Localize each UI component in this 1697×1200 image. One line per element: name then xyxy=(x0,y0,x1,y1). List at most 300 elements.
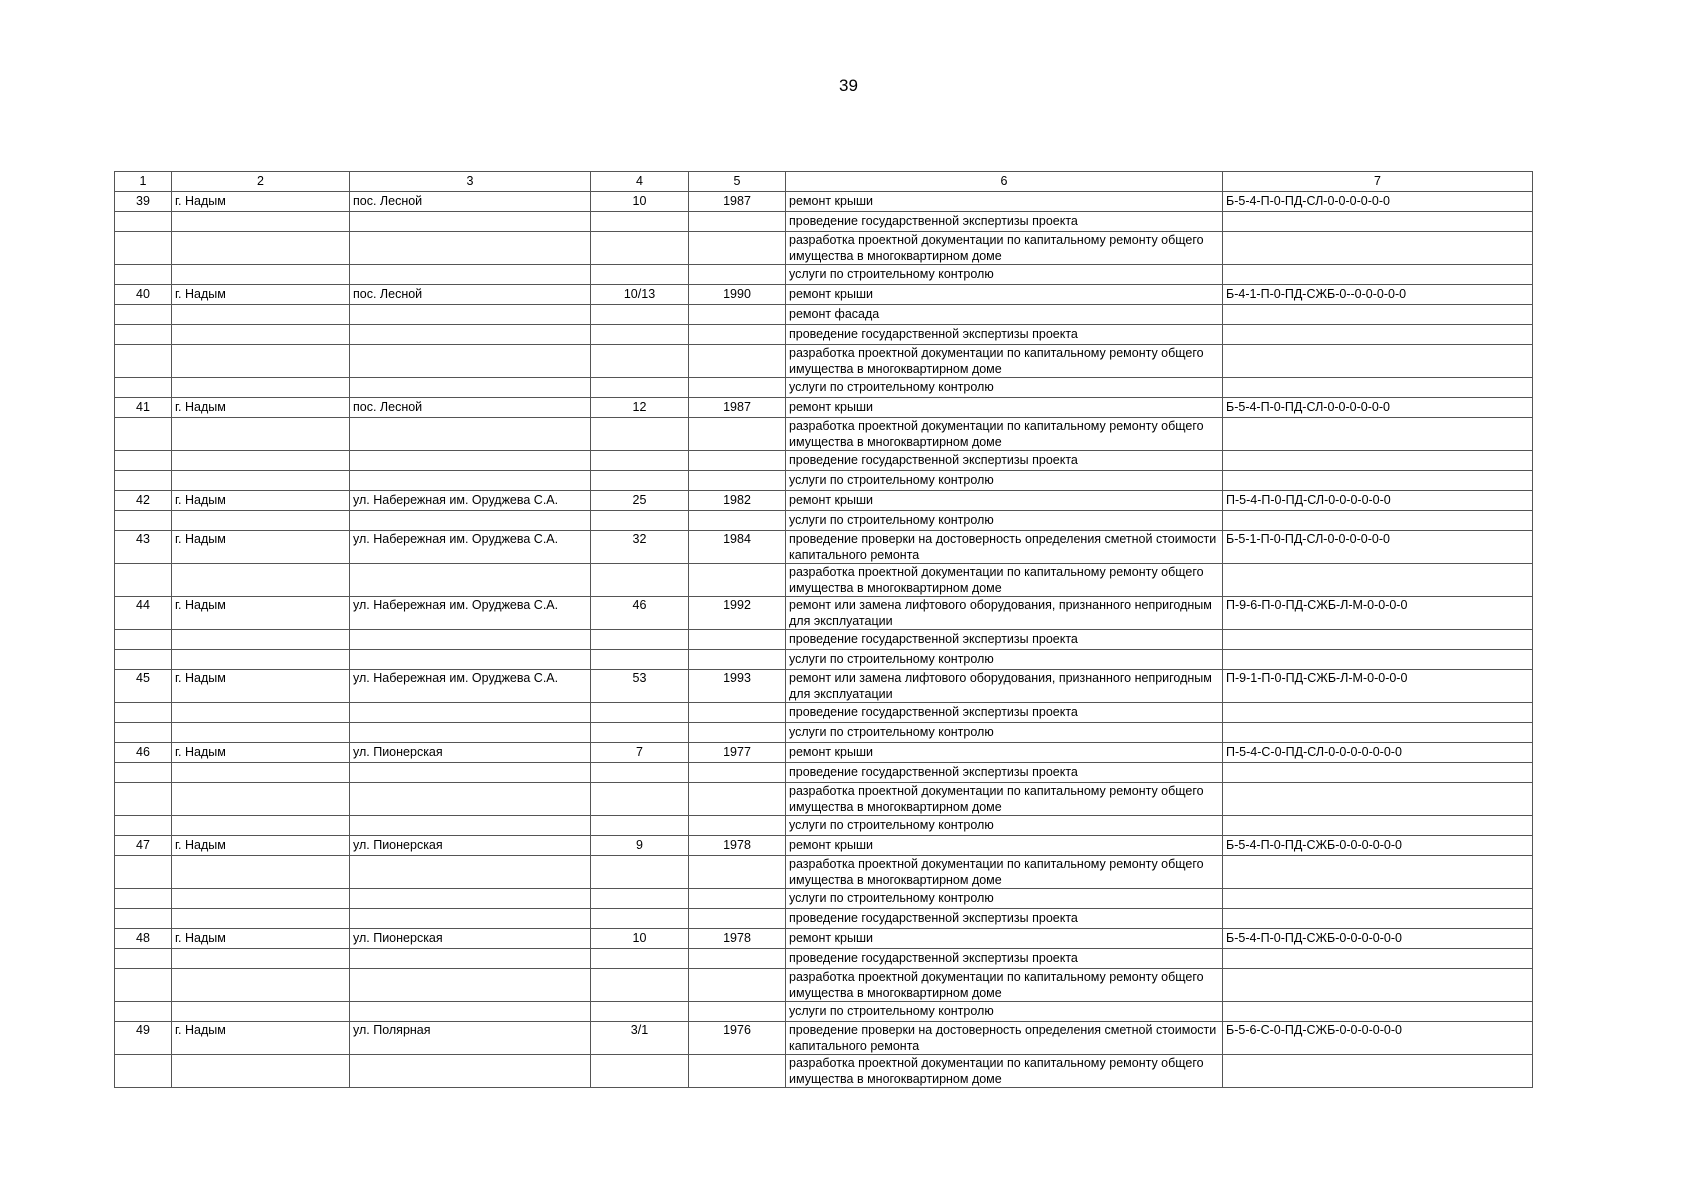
house-number-cell xyxy=(591,949,689,969)
work-type-cell: разработка проектной документации по капитальному ремонту общего имущества в многоквартирном доме xyxy=(786,564,1223,597)
street-cell: ул. Набережная им. Оруджева С.А. xyxy=(350,597,591,630)
street-cell xyxy=(350,418,591,451)
table-row xyxy=(115,305,1533,325)
house-number-cell xyxy=(591,1055,689,1088)
table-row xyxy=(115,212,1533,232)
building-code-cell xyxy=(1223,816,1533,836)
street-cell xyxy=(350,889,591,909)
row-number-cell xyxy=(115,325,172,345)
table-row xyxy=(115,531,1533,564)
row-number-cell xyxy=(115,909,172,929)
city-cell xyxy=(172,265,350,285)
work-type-cell: проведение проверки на достоверность определения сметной стоимости капитального ремонта xyxy=(786,531,1223,564)
house-number-cell: 7 xyxy=(591,743,689,763)
work-type-cell: ремонт крыши xyxy=(786,491,1223,511)
building-code-cell xyxy=(1223,763,1533,783)
column-header: 3 xyxy=(350,172,591,192)
city-cell: г. Надым xyxy=(172,836,350,856)
table-row xyxy=(115,949,1533,969)
year-cell xyxy=(689,212,786,232)
table-row xyxy=(115,491,1533,511)
year-cell xyxy=(689,630,786,650)
street-cell xyxy=(350,1002,591,1022)
building-code-cell: Б-5-1-П-0-ПД-СЛ-0-0-0-0-0-0 xyxy=(1223,531,1533,564)
table-row xyxy=(115,564,1533,597)
year-cell: 1977 xyxy=(689,743,786,763)
row-number-cell: 41 xyxy=(115,398,172,418)
table-row xyxy=(115,889,1533,909)
table-row xyxy=(115,1022,1533,1055)
row-number-cell: 45 xyxy=(115,670,172,703)
street-cell xyxy=(350,630,591,650)
row-number-cell xyxy=(115,969,172,1002)
street-cell: ул. Пионерская xyxy=(350,743,591,763)
building-code-cell xyxy=(1223,451,1533,471)
row-number-cell xyxy=(115,763,172,783)
row-number-cell xyxy=(115,650,172,670)
work-type-cell: услуги по строительному контролю xyxy=(786,511,1223,531)
work-type-cell: проведение государственной экспертизы проекта xyxy=(786,909,1223,929)
year-cell xyxy=(689,418,786,451)
year-cell xyxy=(689,325,786,345)
street-cell xyxy=(350,212,591,232)
city-cell xyxy=(172,949,350,969)
repair-plan-table xyxy=(114,171,1533,1088)
building-code-cell: Б-5-4-П-0-ПД-СЖБ-0-0-0-0-0-0 xyxy=(1223,929,1533,949)
building-code-cell xyxy=(1223,345,1533,378)
row-number-cell xyxy=(115,451,172,471)
city-cell xyxy=(172,783,350,816)
row-number-cell: 47 xyxy=(115,836,172,856)
house-number-cell xyxy=(591,265,689,285)
city-cell xyxy=(172,650,350,670)
work-type-cell: ремонт крыши xyxy=(786,285,1223,305)
table-row xyxy=(115,763,1533,783)
work-type-cell: проведение государственной экспертизы проекта xyxy=(786,325,1223,345)
year-cell xyxy=(689,265,786,285)
house-number-cell xyxy=(591,856,689,889)
building-code-cell xyxy=(1223,969,1533,1002)
table-row xyxy=(115,451,1533,471)
building-code-cell xyxy=(1223,909,1533,929)
building-code-cell xyxy=(1223,511,1533,531)
year-cell xyxy=(689,909,786,929)
building-code-cell: П-9-6-П-0-ПД-СЖБ-Л-М-0-0-0-0 xyxy=(1223,597,1533,630)
table-row xyxy=(115,345,1533,378)
row-number-cell xyxy=(115,345,172,378)
building-code-cell xyxy=(1223,949,1533,969)
street-cell xyxy=(350,783,591,816)
house-number-cell xyxy=(591,650,689,670)
street-cell xyxy=(350,949,591,969)
column-header: 7 xyxy=(1223,172,1533,192)
work-type-cell: разработка проектной документации по капитальному ремонту общего имущества в многоквартирном доме xyxy=(786,418,1223,451)
table-row xyxy=(115,285,1533,305)
street-cell xyxy=(350,345,591,378)
house-number-cell: 12 xyxy=(591,398,689,418)
house-number-cell: 32 xyxy=(591,531,689,564)
work-type-cell: проведение проверки на достоверность определения сметной стоимости капитального ремонта xyxy=(786,1022,1223,1055)
building-code-cell: Б-5-4-П-0-ПД-СЖБ-0-0-0-0-0-0 xyxy=(1223,836,1533,856)
row-number-cell: 43 xyxy=(115,531,172,564)
house-number-cell xyxy=(591,969,689,1002)
street-cell: пос. Лесной xyxy=(350,285,591,305)
building-code-cell xyxy=(1223,265,1533,285)
row-number-cell xyxy=(115,511,172,531)
city-cell xyxy=(172,856,350,889)
street-cell xyxy=(350,723,591,743)
house-number-cell xyxy=(591,305,689,325)
house-number-cell xyxy=(591,345,689,378)
building-code-cell: П-5-4-П-0-ПД-СЛ-0-0-0-0-0-0 xyxy=(1223,491,1533,511)
column-header: 2 xyxy=(172,172,350,192)
street-cell xyxy=(350,471,591,491)
house-number-cell xyxy=(591,763,689,783)
city-cell xyxy=(172,1055,350,1088)
street-cell xyxy=(350,511,591,531)
building-code-cell: П-5-4-С-0-ПД-СЛ-0-0-0-0-0-0-0 xyxy=(1223,743,1533,763)
house-number-cell xyxy=(591,889,689,909)
year-cell xyxy=(689,763,786,783)
row-number-cell: 40 xyxy=(115,285,172,305)
house-number-cell xyxy=(591,816,689,836)
work-type-cell: услуги по строительному контролю xyxy=(786,650,1223,670)
city-cell xyxy=(172,378,350,398)
row-number-cell: 44 xyxy=(115,597,172,630)
city-cell xyxy=(172,305,350,325)
street-cell xyxy=(350,969,591,1002)
table-row xyxy=(115,418,1533,451)
row-number-cell xyxy=(115,889,172,909)
city-cell xyxy=(172,325,350,345)
city-cell xyxy=(172,232,350,265)
work-type-cell: услуги по строительному контролю xyxy=(786,816,1223,836)
year-cell xyxy=(689,889,786,909)
row-number-cell xyxy=(115,564,172,597)
work-type-cell: ремонт фасада xyxy=(786,305,1223,325)
row-number-cell xyxy=(115,1002,172,1022)
city-cell: г. Надым xyxy=(172,398,350,418)
building-code-cell xyxy=(1223,305,1533,325)
city-cell: г. Надым xyxy=(172,929,350,949)
table-row xyxy=(115,856,1533,889)
year-cell xyxy=(689,703,786,723)
table-row xyxy=(115,1055,1533,1088)
year-cell xyxy=(689,305,786,325)
table-row xyxy=(115,630,1533,650)
street-cell xyxy=(350,232,591,265)
building-code-cell xyxy=(1223,418,1533,451)
row-number-cell xyxy=(115,418,172,451)
city-cell xyxy=(172,511,350,531)
year-cell: 1976 xyxy=(689,1022,786,1055)
house-number-cell xyxy=(591,451,689,471)
house-number-cell: 25 xyxy=(591,491,689,511)
table-row xyxy=(115,192,1533,212)
street-cell xyxy=(350,305,591,325)
work-type-cell: разработка проектной документации по капитальному ремонту общего имущества в многоквартирном доме xyxy=(786,232,1223,265)
house-number-cell: 10 xyxy=(591,192,689,212)
year-cell: 1987 xyxy=(689,398,786,418)
city-cell xyxy=(172,723,350,743)
building-code-cell xyxy=(1223,471,1533,491)
city-cell: г. Надым xyxy=(172,491,350,511)
table-row xyxy=(115,816,1533,836)
row-number-cell: 39 xyxy=(115,192,172,212)
work-type-cell: ремонт крыши xyxy=(786,398,1223,418)
street-cell xyxy=(350,325,591,345)
building-code-cell xyxy=(1223,856,1533,889)
building-code-cell xyxy=(1223,630,1533,650)
work-type-cell: услуги по строительному контролю xyxy=(786,471,1223,491)
building-code-cell xyxy=(1223,1055,1533,1088)
city-cell: г. Надым xyxy=(172,285,350,305)
row-number-cell xyxy=(115,265,172,285)
table-row xyxy=(115,325,1533,345)
work-type-cell: ремонт крыши xyxy=(786,743,1223,763)
street-cell: пос. Лесной xyxy=(350,192,591,212)
work-type-cell: разработка проектной документации по капитальному ремонту общего имущества в многоквартирном доме xyxy=(786,1055,1223,1088)
city-cell xyxy=(172,564,350,597)
building-code-cell xyxy=(1223,378,1533,398)
work-type-cell: проведение государственной экспертизы проекта xyxy=(786,703,1223,723)
year-cell xyxy=(689,816,786,836)
year-cell xyxy=(689,345,786,378)
work-type-cell: ремонт или замена лифтового оборудования, признанного непригодным для эксплуатации xyxy=(786,597,1223,630)
city-cell xyxy=(172,969,350,1002)
row-number-cell xyxy=(115,232,172,265)
table-row xyxy=(115,670,1533,703)
column-header: 1 xyxy=(115,172,172,192)
house-number-cell xyxy=(591,418,689,451)
house-number-cell: 9 xyxy=(591,836,689,856)
work-type-cell: разработка проектной документации по капитальному ремонту общего имущества в многоквартирном доме xyxy=(786,969,1223,1002)
work-type-cell: услуги по строительному контролю xyxy=(786,889,1223,909)
year-cell xyxy=(689,471,786,491)
city-cell: г. Надым xyxy=(172,531,350,564)
row-number-cell: 42 xyxy=(115,491,172,511)
house-number-cell: 53 xyxy=(591,670,689,703)
house-number-cell xyxy=(591,471,689,491)
house-number-cell: 10/13 xyxy=(591,285,689,305)
city-cell: г. Надым xyxy=(172,743,350,763)
row-number-cell xyxy=(115,949,172,969)
street-cell xyxy=(350,1055,591,1088)
table-row xyxy=(115,836,1533,856)
building-code-cell: Б-5-4-П-0-ПД-СЛ-0-0-0-0-0-0 xyxy=(1223,398,1533,418)
row-number-cell xyxy=(115,723,172,743)
work-type-cell: проведение государственной экспертизы проекта xyxy=(786,949,1223,969)
city-cell xyxy=(172,418,350,451)
year-cell: 1990 xyxy=(689,285,786,305)
city-cell xyxy=(172,451,350,471)
city-cell xyxy=(172,909,350,929)
table-row xyxy=(115,783,1533,816)
year-cell: 1992 xyxy=(689,597,786,630)
year-cell xyxy=(689,969,786,1002)
year-cell xyxy=(689,856,786,889)
house-number-cell: 46 xyxy=(591,597,689,630)
city-cell xyxy=(172,630,350,650)
city-cell: г. Надым xyxy=(172,1022,350,1055)
street-cell xyxy=(350,909,591,929)
street-cell xyxy=(350,650,591,670)
table-row xyxy=(115,511,1533,531)
year-cell xyxy=(689,564,786,597)
work-type-cell: ремонт крыши xyxy=(786,192,1223,212)
street-cell xyxy=(350,265,591,285)
building-code-cell: Б-5-4-П-0-ПД-СЛ-0-0-0-0-0-0 xyxy=(1223,192,1533,212)
row-number-cell: 48 xyxy=(115,929,172,949)
table-row xyxy=(115,743,1533,763)
work-type-cell: ремонт крыши xyxy=(786,929,1223,949)
work-type-cell: разработка проектной документации по капитальному ремонту общего имущества в многоквартирном доме xyxy=(786,856,1223,889)
row-number-cell xyxy=(115,783,172,816)
street-cell: пос. Лесной xyxy=(350,398,591,418)
street-cell xyxy=(350,816,591,836)
year-cell: 1978 xyxy=(689,929,786,949)
year-cell: 1982 xyxy=(689,491,786,511)
street-cell xyxy=(350,378,591,398)
street-cell: ул. Пионерская xyxy=(350,929,591,949)
work-type-cell: услуги по строительному контролю xyxy=(786,1002,1223,1022)
row-number-cell: 49 xyxy=(115,1022,172,1055)
city-cell: г. Надым xyxy=(172,192,350,212)
column-header: 4 xyxy=(591,172,689,192)
house-number-cell xyxy=(591,909,689,929)
building-code-cell: Б-4-1-П-0-ПД-СЖБ-0--0-0-0-0-0 xyxy=(1223,285,1533,305)
city-cell xyxy=(172,763,350,783)
city-cell xyxy=(172,212,350,232)
city-cell xyxy=(172,703,350,723)
work-type-cell: ремонт крыши xyxy=(786,836,1223,856)
work-type-cell: проведение государственной экспертизы проекта xyxy=(786,630,1223,650)
house-number-cell xyxy=(591,703,689,723)
house-number-cell xyxy=(591,212,689,232)
house-number-cell xyxy=(591,325,689,345)
work-type-cell: проведение государственной экспертизы проекта xyxy=(786,451,1223,471)
work-type-cell: услуги по строительному контролю xyxy=(786,378,1223,398)
building-code-cell: П-9-1-П-0-ПД-СЖБ-Л-М-0-0-0-0 xyxy=(1223,670,1533,703)
city-cell xyxy=(172,345,350,378)
year-cell xyxy=(689,232,786,265)
table-row xyxy=(115,650,1533,670)
city-cell xyxy=(172,471,350,491)
city-cell: г. Надым xyxy=(172,597,350,630)
house-number-cell xyxy=(591,723,689,743)
building-code-cell xyxy=(1223,1002,1533,1022)
building-code-cell xyxy=(1223,783,1533,816)
building-code-cell xyxy=(1223,325,1533,345)
year-cell xyxy=(689,378,786,398)
row-number-cell xyxy=(115,816,172,836)
year-cell xyxy=(689,1055,786,1088)
house-number-cell xyxy=(591,232,689,265)
building-code-cell xyxy=(1223,564,1533,597)
street-cell xyxy=(350,703,591,723)
column-header: 6 xyxy=(786,172,1223,192)
page-number: 39 xyxy=(839,76,858,95)
year-cell xyxy=(689,511,786,531)
house-number-cell xyxy=(591,783,689,816)
column-header: 5 xyxy=(689,172,786,192)
house-number-cell: 10 xyxy=(591,929,689,949)
building-code-cell: Б-5-6-С-0-ПД-СЖБ-0-0-0-0-0-0 xyxy=(1223,1022,1533,1055)
street-cell xyxy=(350,564,591,597)
table-row xyxy=(115,929,1533,949)
street-cell: ул. Полярная xyxy=(350,1022,591,1055)
table-row xyxy=(115,265,1533,285)
building-code-cell xyxy=(1223,889,1533,909)
building-code-cell xyxy=(1223,703,1533,723)
row-number-cell xyxy=(115,1055,172,1088)
city-cell xyxy=(172,816,350,836)
row-number-cell xyxy=(115,378,172,398)
work-type-cell: ремонт или замена лифтового оборудования, признанного непригодным для эксплуатации xyxy=(786,670,1223,703)
work-type-cell: разработка проектной документации по капитальному ремонту общего имущества в многоквартирном доме xyxy=(786,345,1223,378)
row-number-cell xyxy=(115,305,172,325)
year-cell xyxy=(689,1002,786,1022)
table-row xyxy=(115,378,1533,398)
row-number-cell xyxy=(115,212,172,232)
building-code-cell xyxy=(1223,232,1533,265)
house-number-cell xyxy=(591,1002,689,1022)
work-type-cell: разработка проектной документации по капитальному ремонту общего имущества в многоквартирном доме xyxy=(786,783,1223,816)
work-type-cell: проведение государственной экспертизы проекта xyxy=(786,212,1223,232)
table-row xyxy=(115,597,1533,630)
year-cell: 1993 xyxy=(689,670,786,703)
work-type-cell: проведение государственной экспертизы проекта xyxy=(786,763,1223,783)
building-code-cell xyxy=(1223,650,1533,670)
table-row xyxy=(115,723,1533,743)
street-cell: ул. Набережная им. Оруджева С.А. xyxy=(350,531,591,564)
year-cell xyxy=(689,451,786,471)
table-body xyxy=(115,192,1533,1088)
house-number-cell: 3/1 xyxy=(591,1022,689,1055)
street-cell xyxy=(350,763,591,783)
year-cell: 1984 xyxy=(689,531,786,564)
building-code-cell xyxy=(1223,212,1533,232)
year-cell xyxy=(689,650,786,670)
house-number-cell xyxy=(591,511,689,531)
street-cell xyxy=(350,451,591,471)
house-number-cell xyxy=(591,630,689,650)
table-row xyxy=(115,1002,1533,1022)
table-header-row xyxy=(115,172,1533,192)
table-row xyxy=(115,969,1533,1002)
city-cell xyxy=(172,889,350,909)
house-number-cell xyxy=(591,378,689,398)
street-cell: ул. Набережная им. Оруджева С.А. xyxy=(350,670,591,703)
street-cell xyxy=(350,856,591,889)
city-cell: г. Надым xyxy=(172,670,350,703)
row-number-cell xyxy=(115,856,172,889)
city-cell xyxy=(172,1002,350,1022)
table-row xyxy=(115,398,1533,418)
table-row xyxy=(115,909,1533,929)
work-type-cell: услуги по строительному контролю xyxy=(786,723,1223,743)
street-cell: ул. Набережная им. Оруджева С.А. xyxy=(350,491,591,511)
row-number-cell xyxy=(115,471,172,491)
year-cell xyxy=(689,783,786,816)
work-type-cell: услуги по строительному контролю xyxy=(786,265,1223,285)
year-cell xyxy=(689,723,786,743)
table-row xyxy=(115,703,1533,723)
street-cell: ул. Пионерская xyxy=(350,836,591,856)
year-cell xyxy=(689,949,786,969)
row-number-cell xyxy=(115,703,172,723)
year-cell: 1987 xyxy=(689,192,786,212)
